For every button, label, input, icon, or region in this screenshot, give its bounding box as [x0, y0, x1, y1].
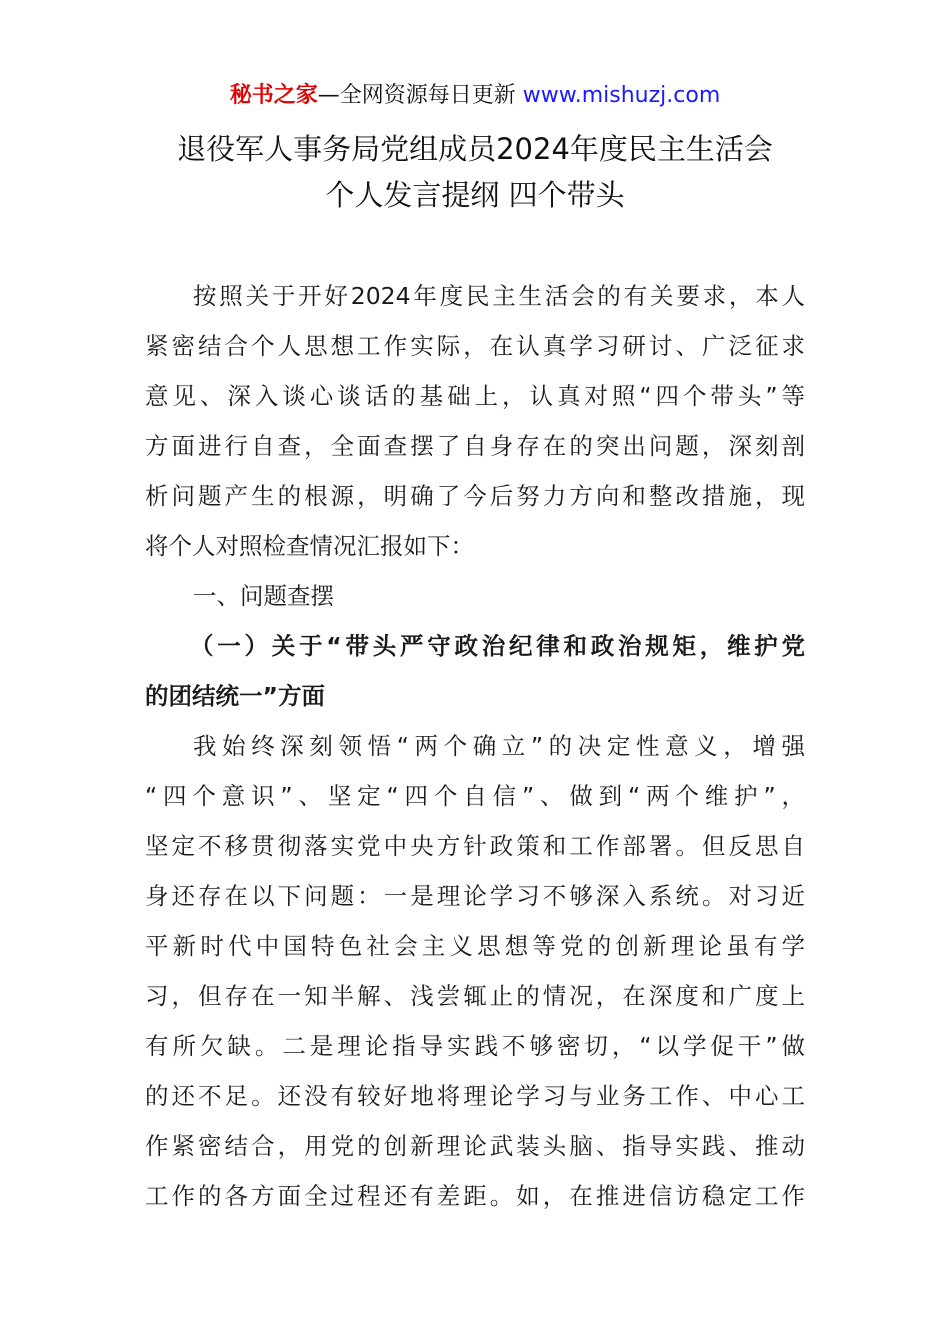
paragraph-body-line-2: “四个意识”、坚定“四个自信”、做到“两个维护”， — [145, 782, 805, 810]
paragraph-body-line-7: 有所欠缺。二是理论指导实践不够密切，“以学促干”做 — [145, 1032, 805, 1060]
paragraph-intro-line-5: 析问题产生的根源，明确了今后努力方向和整改措施，现 — [145, 482, 805, 510]
subsection-heading-line-1: （一）关于“带头严守政治纪律和政治规矩，维护党 — [190, 632, 805, 660]
paragraph-body-line-4: 身还存在以下问题：一是理论学习不够深入系统。对习近 — [145, 882, 805, 910]
document-title-line-1: 退役军人事务局党组成员2024年度民主生活会 — [177, 132, 773, 166]
paragraph-body-line-8: 的还不足。还没有较好地将理论学习与业务工作、中心工 — [145, 1082, 805, 1110]
subsection-heading-line-2: 的团结统一”方面 — [145, 682, 325, 710]
site-header — [0, 80, 950, 112]
site-url-link[interactable]: www.mishuzj.com — [522, 83, 721, 108]
paragraph-intro-line-2: 紧密结合个人思想工作实际，在认真学习研讨、广泛征求 — [145, 332, 805, 360]
paragraph-intro-line-4: 方面进行自查，全面查摆了自身存在的突出问题，深刻剖 — [145, 432, 805, 460]
paragraph-intro-line-6: 将个人对照检查情况汇报如下： — [145, 532, 474, 560]
paragraph-body-line-5: 平新时代中国特色社会主义思想等党的创新理论虽有学 — [145, 932, 805, 960]
paragraph-intro-line-3: 意见、深入谈心谈话的基础上，认真对照“四个带头”等 — [145, 382, 805, 410]
paragraph-body-line-6: 习，但存在一知半解、浅尝辄止的情况，在深度和广度上 — [145, 982, 805, 1010]
paragraph-intro-line-1: 按照关于开好2024年度民主生活会的有关要求，本人 — [193, 282, 805, 310]
document-title-line-2: 个人发言提纲 四个带头 — [325, 178, 625, 212]
paragraph-body-line-10: 工作的各方面全过程还有差距。如，在推进信访稳定工作 — [145, 1182, 805, 1210]
site-tagline: —全网资源每日更新 — [317, 83, 516, 108]
brand-name: 秘书之家 — [229, 83, 318, 108]
document-title — [60, 126, 890, 218]
paragraph-body-line-9: 作紧密结合，用党的创新理论武装头脑、指导实践、推动 — [145, 1132, 805, 1160]
section-heading: 一、问题查摆 — [193, 582, 334, 610]
paragraph-body-line-1: 我始终深刻领悟“两个确立”的决定性意义，增强 — [193, 732, 805, 760]
paragraph-body-line-3: 坚定不移贯彻落实党中央方针政策和工作部署。但反思自 — [145, 832, 805, 860]
